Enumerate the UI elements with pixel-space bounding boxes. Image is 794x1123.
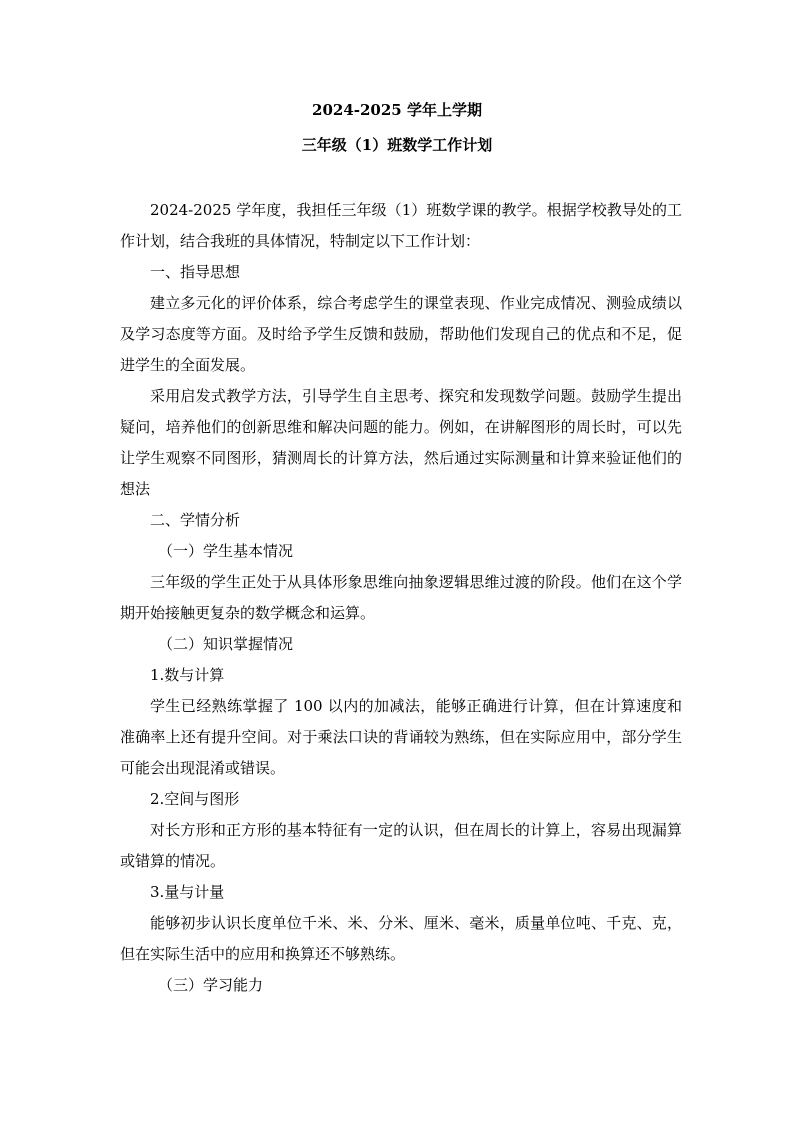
subsection-heading-learning-ability: （三）学习能力 — [158, 976, 264, 994]
item-heading-space-shapes: 2.空间与图形 — [150, 790, 240, 808]
item-heading-measurement: 3.量与计量 — [150, 883, 225, 901]
paragraph-space-shapes: 对长方形和正方形的基本特征有一定的认识，但在周长的计算上，容易出现漏算或错算的情况。 — [120, 821, 682, 870]
document-title-line2: 三年级（1）班数学工作计划 — [301, 136, 493, 154]
document-title-line1: 2024-2025 学年上学期 — [312, 101, 482, 119]
subsection-heading-basic-situation: （一）学生基本情况 — [158, 542, 294, 560]
paragraph-basic-situation: 三年级的学生正处于从具体形象思维向抽象逻辑思维过渡的阶段。他们在这个学期开始接触更复杂的数学概念和运算。 — [120, 573, 682, 622]
paragraph-measurement: 能够初步认识长度单位千米、米、分米、厘米、毫米，质量单位吨、千克、克，但在实际生活中的应用和换算还不够熟练。 — [120, 914, 682, 963]
intro-paragraph: 2024-2025 学年度，我担任三年级（1）班数学课的教学。根据学校教导处的工作计划，结合我班的具体情况，特制定以下工作计划： — [120, 201, 682, 250]
subsection-heading-knowledge-mastery: （二）知识掌握情况 — [158, 635, 294, 653]
document-body — [120, 195, 682, 1001]
paragraph-evaluation-system: 建立多元化的评价体系，综合考虑学生的课堂表现、作业完成情况、测验成绩以及学习态度等方面。及时给予学生反馈和鼓励，帮助他们发现自己的优点和不足，促进学生的全面发展。 — [120, 294, 682, 374]
paragraph-teaching-method: 采用启发式教学方法，引导学生自主思考、探究和发现数学问题。鼓励学生提出疑问，培养他们的创新思维和解决问题的能力。例如，在讲解图形的周长时，可以先让学生观察不同图形，猜测周长的计算方法，然后通过实际测量和计算来验证他们的想法 — [120, 387, 682, 498]
paragraph-numbers-calculation: 学生已经熟练掌握了 100 以内的加减法，能够正确进行计算，但在计算速度和准确率上还有提升空间。对于乘法口诀的背诵较为熟练，但在实际应用中，部分学生可能会出现混淆或错误。 — [120, 697, 682, 777]
section-heading-student-analysis: 二、学情分析 — [150, 511, 241, 529]
section-heading-guiding-ideology: 一、指导思想 — [150, 263, 241, 281]
item-heading-numbers-calculation: 1.数与计算 — [150, 666, 225, 684]
